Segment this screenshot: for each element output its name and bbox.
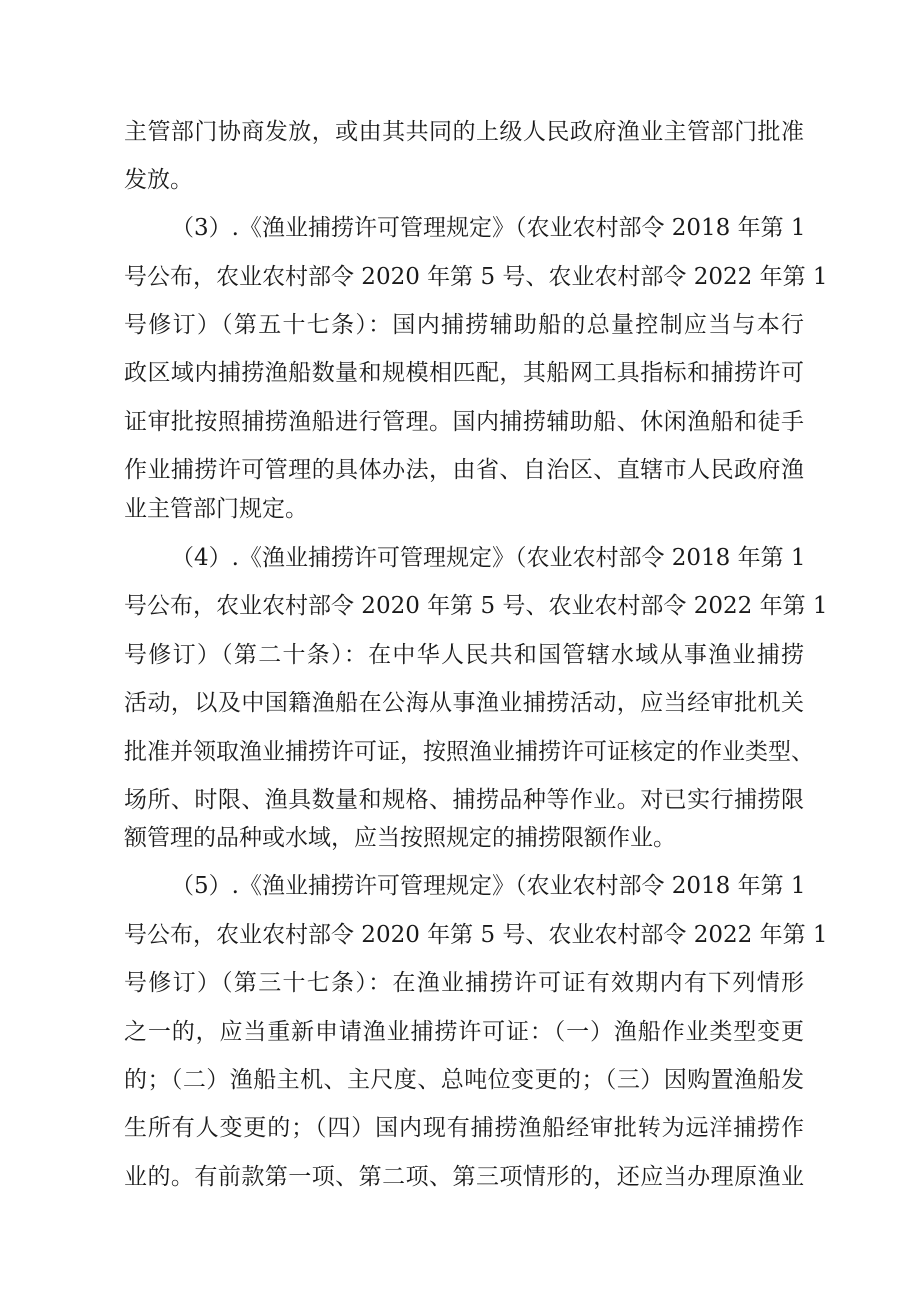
paragraph-line: 生所有人变更的；（四）国内现有捕捞渔船经审批转为远洋捕捞作 [124, 1115, 804, 1141]
paragraph-line: 作业捕捞许可管理的具体办法，由省、自治区、直辖市人民政府渔 [124, 457, 804, 483]
paragraph-line: 活动，以及中国籍渔船在公海从事渔业捕捞活动，应当经审批机关 [124, 690, 804, 716]
paragraph-line: 号公布，农业农村部令 2020 年第 5 号、农业农村部令 2022 年第 1 [124, 922, 828, 948]
paragraph-line: 号公布，农业农村部令 2020 年第 5 号、农业农村部令 2022 年第 1 [124, 593, 828, 619]
clause-3-heading-line: （3）.《渔业捕捞许可管理规定》（农业农村部令 2018 年第 1 [171, 215, 806, 241]
paragraph-line: 业的。有前款第一项、第二项、第三项情形的，还应当办理原渔业 [124, 1164, 804, 1190]
paragraph-line: 号修订）（第二十条）：在中华人民共和国管辖水域从事渔业捕捞 [124, 642, 804, 668]
paragraph-line: 之一的，应当重新申请渔业捕捞许可证：（一）渔船作业类型变更 [124, 1019, 804, 1045]
paragraph-line: 号修订）（第三十七条）：在渔业捕捞许可证有效期内有下列情形 [124, 970, 804, 996]
paragraph-line: 场所、时限、渔具数量和规格、捕捞品种等作业。对已实行捕捞限 [124, 787, 804, 813]
paragraph-line: 业主管部门规定。 [124, 496, 308, 522]
paragraph-line: 发放。 [124, 167, 193, 193]
paragraph-line: 主管部门协商发放，或由其共同的上级人民政府渔业主管部门批准 [124, 119, 804, 145]
paragraph-line: 证审批按照捕捞渔船进行管理。国内捕捞辅助船、休闲渔船和徒手 [124, 409, 804, 435]
paragraph-line: 的；（二）渔船主机、主尺度、总吨位变更的；（三）因购置渔船发 [124, 1067, 804, 1093]
paragraph-line: 批准并领取渔业捕捞许可证，按照渔业捕捞许可证核定的作业类型、 [124, 739, 814, 765]
clause-5-heading-line: （5）.《渔业捕捞许可管理规定》（农业农村部令 2018 年第 1 [171, 873, 806, 899]
paragraph-line: 政区域内捕捞渔船数量和规模相匹配，其船网工具指标和捕捞许可 [124, 360, 804, 386]
paragraph-line: 号修订）（第五十七条）：国内捕捞辅助船的总量控制应当与本行 [124, 312, 804, 338]
paragraph-line: 号公布，农业农村部令 2020 年第 5 号、农业农村部令 2022 年第 1 [124, 264, 828, 290]
clause-4-heading-line: （4）.《渔业捕捞许可管理规定》（农业农村部令 2018 年第 1 [171, 545, 806, 571]
paragraph-line: 额管理的品种或水域，应当按照规定的捕捞限额作业。 [124, 825, 676, 851]
